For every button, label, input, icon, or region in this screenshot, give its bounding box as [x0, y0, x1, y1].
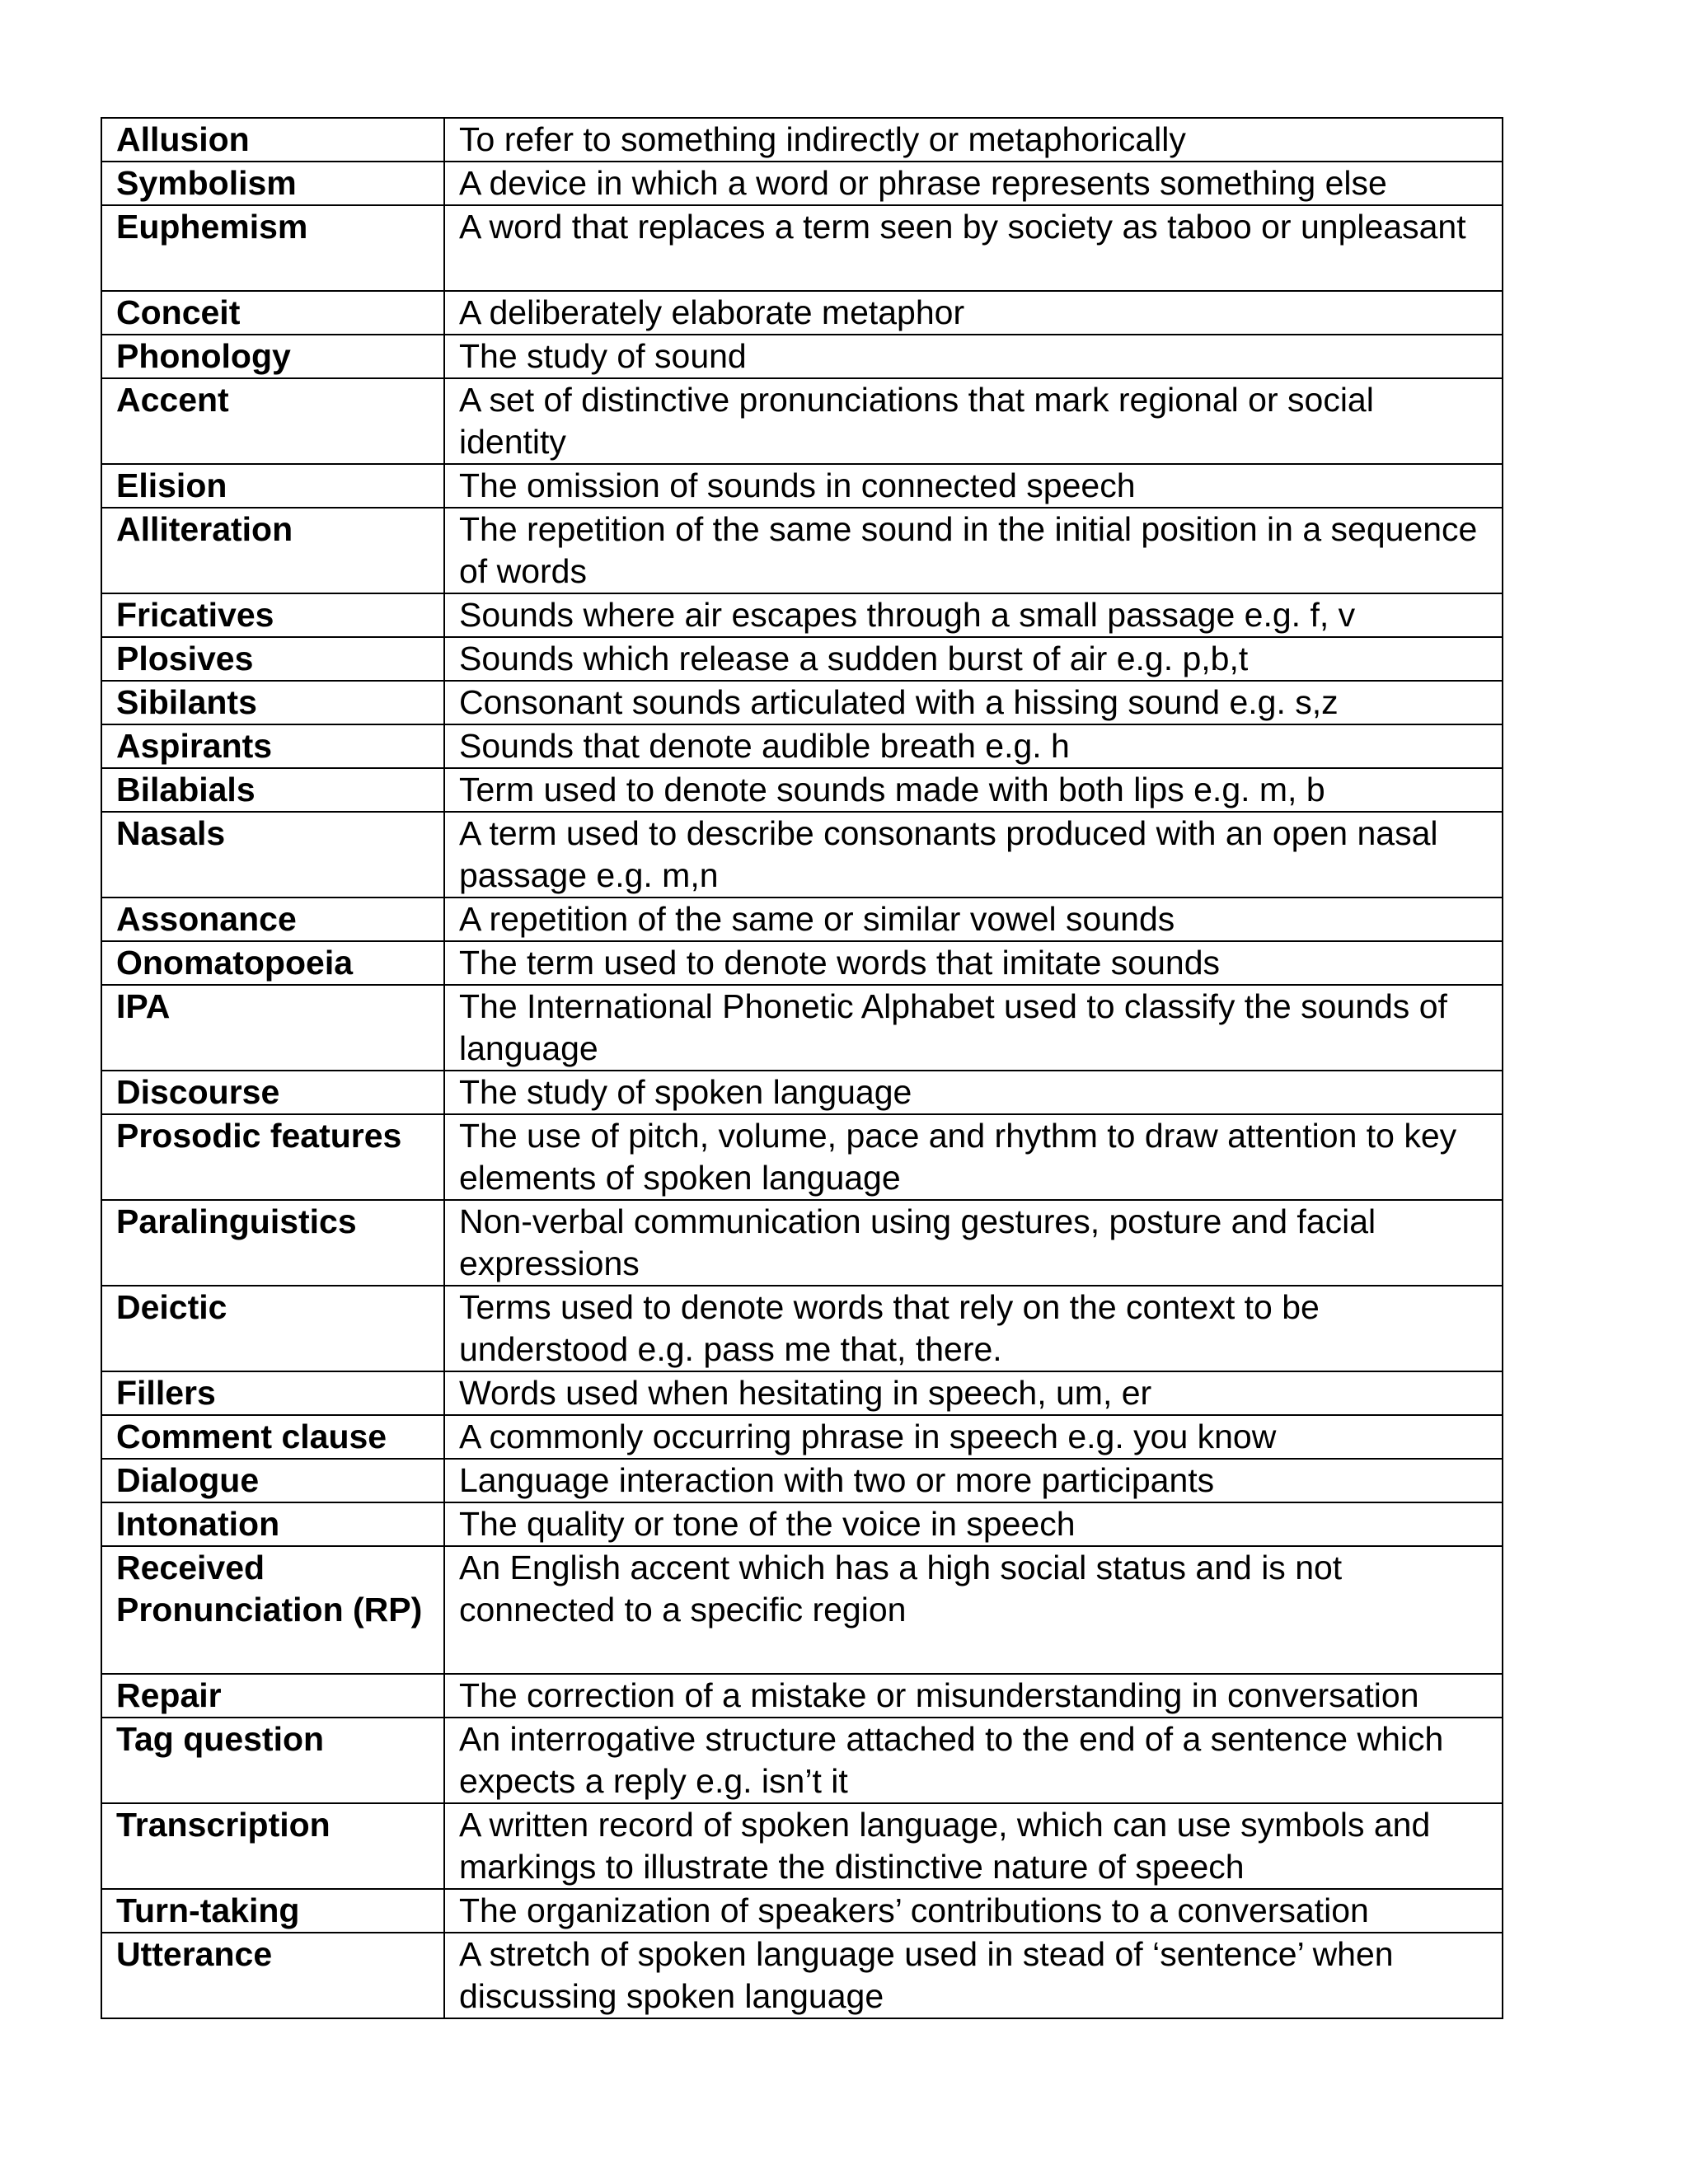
table-row: [101, 941, 1503, 985]
definition-cell: Sounds where air escapes through a small passage e.g. f, v: [444, 593, 1503, 637]
definition-cell: A repetition of the same or similar vowel sounds: [444, 898, 1503, 941]
term-cell: Intonation: [101, 1502, 444, 1546]
term-cell: Sibilants: [101, 681, 444, 724]
table-row: [101, 1933, 1503, 2018]
term-cell: Transcription: [101, 1803, 444, 1889]
table-row: [101, 898, 1503, 941]
term-cell: Symbolism: [101, 162, 444, 205]
table-row: [101, 1459, 1503, 1502]
term-cell: Fillers: [101, 1371, 444, 1415]
definition-cell: Non-verbal communication using gestures, posture and facial expressions: [444, 1200, 1503, 1286]
term-cell: Received Pronunciation (RP): [101, 1546, 444, 1674]
definition-cell: A stretch of spoken language used in stead of ‘sentence’ when discussing spoken language: [444, 1933, 1503, 2018]
term-cell: Repair: [101, 1674, 444, 1718]
term-cell: Phonology: [101, 335, 444, 378]
definition-cell: A set of distinctive pronunciations that mark regional or social identity: [444, 378, 1503, 464]
term-cell: Discourse: [101, 1071, 444, 1114]
term-cell: Assonance: [101, 898, 444, 941]
definition-cell: An English accent which has a high social status and is not connected to a specific region: [444, 1546, 1503, 1674]
table-row: [101, 985, 1503, 1071]
term-cell: Conceit: [101, 291, 444, 335]
table-row: [101, 1674, 1503, 1718]
definition-cell: The study of sound: [444, 335, 1503, 378]
definition-cell: The term used to denote words that imitate sounds: [444, 941, 1503, 985]
term-cell: Prosodic features: [101, 1114, 444, 1200]
term-cell: Utterance: [101, 1933, 444, 2018]
term-cell: Dialogue: [101, 1459, 444, 1502]
table-row: [101, 205, 1503, 291]
table-row: [101, 1502, 1503, 1546]
definition-cell: Sounds that denote audible breath e.g. h: [444, 724, 1503, 768]
table-row: [101, 1889, 1503, 1933]
definition-cell: The International Phonetic Alphabet used to classify the sounds of language: [444, 985, 1503, 1071]
definition-cell: The repetition of the same sound in the initial position in a sequence of words: [444, 508, 1503, 593]
definition-cell: The correction of a mistake or misunderstanding in conversation: [444, 1674, 1503, 1718]
table-row: [101, 637, 1503, 681]
definition-cell: A written record of spoken language, which can use symbols and markings to illustrate the distinctive nature of speech: [444, 1803, 1503, 1889]
term-cell: Euphemism: [101, 205, 444, 291]
term-cell: Allusion: [101, 118, 444, 162]
table-row: [101, 1071, 1503, 1114]
table-row: [101, 1200, 1503, 1286]
table-row: [101, 118, 1503, 162]
definition-cell: To refer to something indirectly or metaphorically: [444, 118, 1503, 162]
table-row: [101, 812, 1503, 898]
table-row: [101, 1114, 1503, 1200]
term-cell: Comment clause: [101, 1415, 444, 1459]
table-row: [101, 378, 1503, 464]
term-cell: Elision: [101, 464, 444, 508]
term-cell: Onomatopoeia: [101, 941, 444, 985]
term-cell: Turn-taking: [101, 1889, 444, 1933]
definition-cell: A word that replaces a term seen by society as taboo or unpleasant: [444, 205, 1503, 291]
term-cell: Aspirants: [101, 724, 444, 768]
table-row: [101, 508, 1503, 593]
table-row: [101, 1803, 1503, 1889]
term-cell: Nasals: [101, 812, 444, 898]
term-cell: Fricatives: [101, 593, 444, 637]
definition-cell: The study of spoken language: [444, 1071, 1503, 1114]
definition-cell: A device in which a word or phrase represents something else: [444, 162, 1503, 205]
definition-cell: A commonly occurring phrase in speech e.g. you know: [444, 1415, 1503, 1459]
definition-cell: A term used to describe consonants produced with an open nasal passage e.g. m,n: [444, 812, 1503, 898]
definition-cell: Term used to denote sounds made with both lips e.g. m, b: [444, 768, 1503, 812]
table-row: [101, 1371, 1503, 1415]
term-cell: Plosives: [101, 637, 444, 681]
table-row: [101, 1546, 1503, 1674]
term-cell: Bilabials: [101, 768, 444, 812]
definition-cell: Terms used to denote words that rely on the context to be understood e.g. pass me that, there.: [444, 1286, 1503, 1371]
term-cell: Deictic: [101, 1286, 444, 1371]
table-row: [101, 724, 1503, 768]
definition-cell: The use of pitch, volume, pace and rhythm to draw attention to key elements of spoken language: [444, 1114, 1503, 1200]
table-row: [101, 681, 1503, 724]
term-cell: Accent: [101, 378, 444, 464]
definition-cell: The organization of speakers’ contributions to a conversation: [444, 1889, 1503, 1933]
glossary-table: [101, 117, 1503, 2019]
term-cell: Paralinguistics: [101, 1200, 444, 1286]
table-row: [101, 335, 1503, 378]
definition-cell: Consonant sounds articulated with a hissing sound e.g. s,z: [444, 681, 1503, 724]
table-row: [101, 291, 1503, 335]
term-cell: IPA: [101, 985, 444, 1071]
table-row: [101, 1415, 1503, 1459]
table-row: [101, 1718, 1503, 1803]
table-row: [101, 768, 1503, 812]
definition-cell: The quality or tone of the voice in speech: [444, 1502, 1503, 1546]
definition-cell: A deliberately elaborate metaphor: [444, 291, 1503, 335]
definition-cell: The omission of sounds in connected speech: [444, 464, 1503, 508]
definition-cell: Language interaction with two or more participants: [444, 1459, 1503, 1502]
table-row: [101, 593, 1503, 637]
definition-cell: An interrogative structure attached to the end of a sentence which expects a reply e.g. isn’t it: [444, 1718, 1503, 1803]
definition-cell: Sounds which release a sudden burst of air e.g. p,b,t: [444, 637, 1503, 681]
table-row: [101, 1286, 1503, 1371]
term-cell: Alliteration: [101, 508, 444, 593]
table-row: [101, 464, 1503, 508]
definition-cell: Words used when hesitating in speech, um, er: [444, 1371, 1503, 1415]
table-row: [101, 162, 1503, 205]
term-cell: Tag question: [101, 1718, 444, 1803]
